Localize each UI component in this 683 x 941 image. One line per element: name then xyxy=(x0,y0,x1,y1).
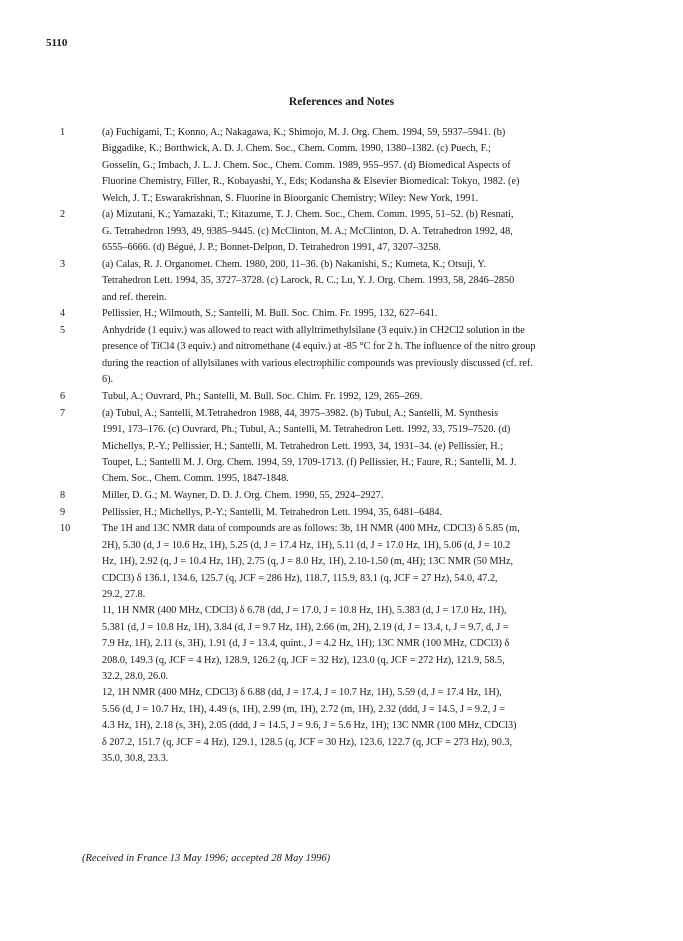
references-list xyxy=(60,125,627,768)
reference-number: 5 xyxy=(60,325,66,337)
reference-item xyxy=(60,257,627,306)
reference-text: Pellissier, H.; Wilmouth, S.; Santelli, M. Bull. Soc. Chim. Fr. 1995, 132, 627–641. xyxy=(102,308,438,320)
reference-item xyxy=(60,521,627,767)
section-title: References and Notes xyxy=(288,96,395,108)
reference-text: Tubul, A.; Ouvrard, Ph.; Santelli, M. Bull. Soc. Chim. Fr. 1992, 129, 265–269. xyxy=(102,390,423,402)
reference-text: (a) Calas, R. J. Organomet. Chem. 1980, 200, 11–36. (b) Nakanishi, S.; Kumeta, K.; Otsuji, Y. Tetrahedron Lett. 1994, 35, 3727–3728. (c) Larock, R. C.; Lu, Y. J. Org. Chem. 1993, 58, 2846–2850 and ref. therein. xyxy=(102,258,515,303)
reference-number: 4 xyxy=(60,308,66,320)
page-number: 5110 xyxy=(46,37,68,49)
reference-text: Anhydride (1 equiv.) was allowed to react with allyltrimethylsilane (3 equiv.) in CH2Cl2 solution in the presence of TiCl4 (3 equiv.) and nitromethane (4 equiv.) at -85 °C for 2 h. The influence of the nitro group during the reaction of allylsilanes with various electrophilic compounds was previously discussed (cf. ref. 6). xyxy=(102,325,536,386)
reference-number: 9 xyxy=(60,506,66,518)
reference-text: Pellissier, H.; Michellys, P.-Y.; Santelli, M. Tetrahedron Lett. 1994, 35, 6481–6484. xyxy=(102,506,443,518)
reference-item xyxy=(60,505,627,521)
reference-text: (a) Fuchigami, T.; Konno, A.; Nakagawa, K.; Shimojo, M. J. Org. Chem. 1994, 59, 5937–5941. (b) Biggadike, K.; Borthwick, A. D. J. Chem. Soc., Chem. Comm. 1990, 1380–1382. (c) Puech, F.; Gosselin, G.; Imbach, J. L. J. Chem. Soc., Chem. Comm. 1989, 955–957. (d) Biomedical Aspects of Fluorine Chemistry, Filler, R., Kobayashi, Y., Eds; Kodansha & Elsevier Biomedical: Tokyo, 1982. (e) Welch, J. T.; Eswarakrishnan, S. Fluorine in Bioorganic Chemistry; Wiley: New York, 1991. xyxy=(102,127,520,204)
reference-item xyxy=(60,406,627,488)
reference-item xyxy=(60,488,627,504)
reference-item xyxy=(60,125,627,207)
reference-number: 10 xyxy=(60,523,71,535)
reference-item xyxy=(60,207,627,256)
received-note: (Received in France 13 May 1996; accepted 28 May 1996) xyxy=(82,853,331,864)
reference-number: 2 xyxy=(60,209,66,221)
reference-number: 8 xyxy=(60,490,66,502)
reference-number: 1 xyxy=(60,127,66,138)
reference-text: (a) Mizutani, K.; Yamazaki, T.; Kitazume, T. J. Chem. Soc., Chem. Comm. 1995, 51–52. (b) Resnati, G. Tetrahedron 1993, 49, 9385–9445. (c) McClinton, M. A.; McClinton, D. A. Tetrahedron 1992, 48, 6555–6666. (d) Bégué, J. P.; Bonnet-Delpon, D. Tetrahedron 1991, 47, 3207–3258. xyxy=(102,209,514,254)
reference-item xyxy=(60,389,627,405)
reference-item xyxy=(60,323,627,389)
reference-text: (a) Tubul, A.; Santelli, M.Tetrahedron 1988, 44, 3975–3982. (b) Tubul, A.; Santelli, M. Synthesis 1991, 173–176. (c) Ouvrard, Ph.; Tubul, A.; Santelli, M. Tetrahedron Lett. 1992, 33, 7519–7520. (d) Michellys, P.-Y.; Pellissier, H.; Santelli, M. Tetrahedron Lett. 1993, 34, 1931–34. (e) Pellissier, H.; Toupet, L.; Santelli M. J. Org. Chem. 1994, 59, 1709-1713. (f) Pellissier, H.; Faure, R.; Santelli, M. J. Chem. Soc., Chem. Comm. 1995, 1847-1848. xyxy=(102,407,517,485)
nmr-data-compound-11: 11, 1H NMR (400 MHz, CDCl3) δ 6.78 (dd, J = 17.0, J = 10.8 Hz, 1H), 5.383 (d, J = 17.0 Hz, 1H), 5.381 (d, J = 10.8 Hz, 1H), 3.84 (d, J = 9.7 Hz, 1H), 2.66 (m, 2H), 2.19 (d, J = 13.4, t, J = 9.7, d, J = 7.9 Hz, 1H), 2.11 (s, 3H), 1.91 (d, J = 13.4, quint., J = 4.2 Hz, 1H); 13C NMR (100 MHz, CDCl3) δ 208.0, 149.3 (q, JCF = 4 Hz), 128.9, 126.2 (q, JCF = 32 Hz), 123.0 (q, JCF = 272 Hz), 121.9, 58.5, 32.2, 28.0, 26.0. xyxy=(102,605,510,683)
reference-number: 3 xyxy=(60,258,66,270)
reference-number: 7 xyxy=(60,407,66,419)
reference-item xyxy=(60,306,627,322)
reference-text: The 1H and 13C NMR data of compounds are as follows: 3b, 1H NMR (400 MHz, CDCl3) δ 5.85 (m, 2H), 5.30 (d, J = 10.6 Hz, 1H), 5.25 (d, J = 17.4 Hz, 1H), 5.11 (d, J = 17.0 Hz, 1H), 5.06 (d, J = 10.2 Hz, 1H), 2.92 (q, J = 10.4 Hz, 1H), 2.75 (q, J = 8.0 Hz, 1H), 2.10-1.50 (m, 4H); 13C NMR (50 MHz, CDCl3) δ 136.1, 134.6, 125.7 (q, JCF = 286 Hz), 118.7, 115.9, 83.1 (q, JCF = 27 Hz), 54.0, 47.2, 29.2, 27.8. xyxy=(102,523,520,601)
nmr-data-compound-12: 12, 1H NMR (400 MHz, CDCl3) δ 6.88 (dd, J = 17.4, J = 10.7 Hz, 1H), 5.59 (d, J = 17.4 Hz, 1H), 5.56 (d, J = 10.7 Hz, 1H), 4.49 (s, 1H), 2.99 (m, 1H), 2.72 (m, 1H), 2.32 (ddd, J = 14.5, J = 9.2, J = 4.3 Hz, 1H), 2.18 (s, 3H), 2.05 (ddd, J = 14.5, J = 9.6, J = 5.6 Hz, 1H); 13C NMR (100 MHz, CDCl3) δ 207.2, 151.7 (q, JCF = 4 Hz), 129.1, 128.5 (q, JCF = 30 Hz), 123.6, 122.7 (q, JCF = 273 Hz), 90.3, 35.0, 30.8, 23.3. xyxy=(102,687,517,765)
reference-number: 6 xyxy=(60,390,66,402)
reference-text: Miller, D. G.; M. Wayner, D. D. J. Org. Chem. 1990, 55, 2924–2927. xyxy=(102,490,384,502)
